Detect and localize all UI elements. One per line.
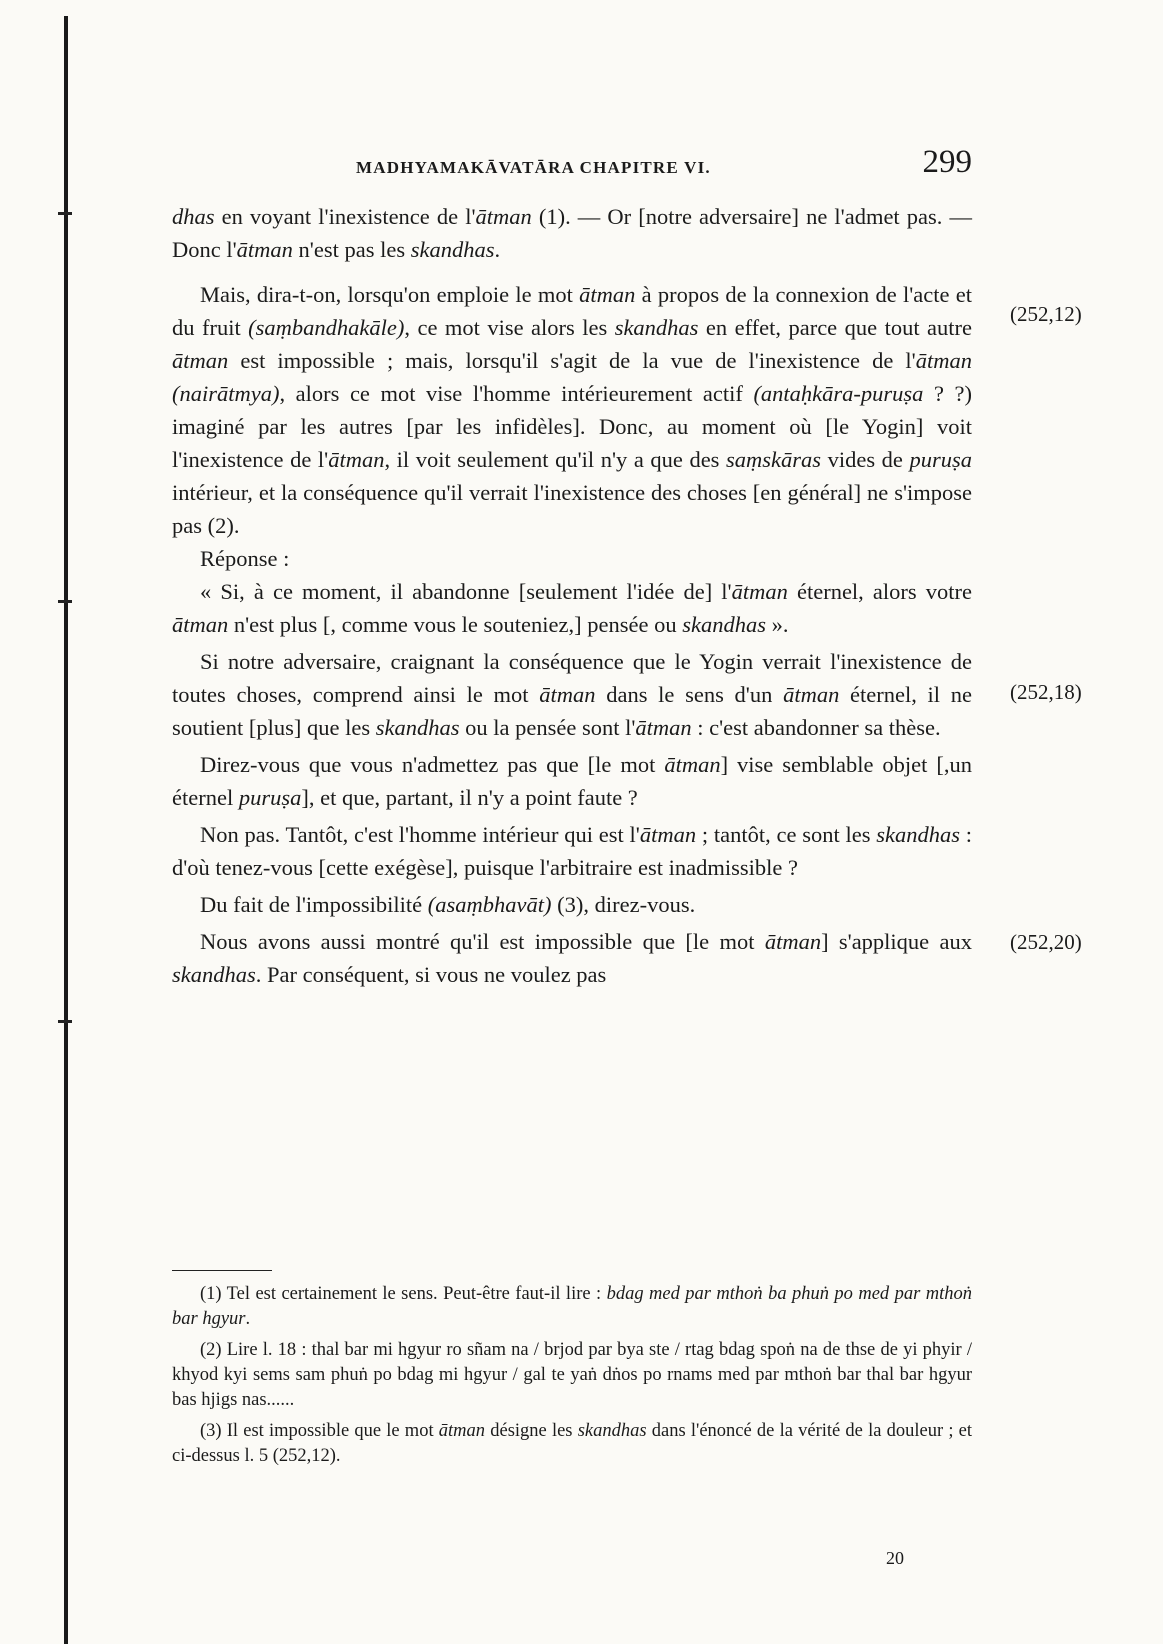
text-span: . Par conséquent, si vous ne voulez pas [255,962,607,987]
text-span: Mais, dira-t-on, lorsqu'on emploie le mot [200,282,580,307]
text-span: Non pas. Tantôt, c'est l'homme intérieur qui est l' [200,822,640,847]
text-span: (3), direz-vous. [551,892,696,917]
term: ātman [172,612,229,637]
text-span: dans le sens d'un [595,682,784,707]
term: skandhas [876,822,960,847]
term: skandhas [172,962,256,987]
text-span: (1) Tel est certainement le sens. Peut-être faut-il lire : [200,1284,607,1304]
term: skandhas [614,315,699,340]
paragraph-9 [172,925,972,991]
text-span: . [245,1309,251,1329]
text-span: (1). — Or [notre adversaire] ne l'admet pas. — Donc l' [172,204,972,262]
signature-mark: 20 [886,1548,904,1568]
text-span: , ce mot vise alors les [404,315,615,340]
text-span: « Si, à ce moment, il abandonne [seulement l'idée de] l' [200,579,732,604]
paragraph-2 [172,278,972,542]
paragraph-8 [172,888,972,921]
term: saṃskāras [726,447,822,472]
term: skandhas [410,237,495,262]
paragraph-5 [172,645,972,744]
term: skandhas [577,1421,647,1441]
paragraph-6 [172,748,972,814]
text-span: ; tantôt, ce sont les [696,822,877,847]
running-title: MADHYAMAKĀVATĀRA CHAPITRE VI. [356,158,711,177]
term: ātman [731,579,788,604]
footnotes [172,1282,972,1475]
term: ātman [475,204,532,229]
body-text [172,200,972,991]
term: ātman [664,752,721,777]
term: ātman [328,447,385,472]
text-span: est impossible ; mais, lorsqu'il s'agit de la vue de l'inexistence de l' [228,348,916,373]
text-span: éternel, alors votre [787,579,973,604]
term: skandhas [375,715,460,740]
term: (antaḥkāra-puruṣa [753,381,924,406]
binding-mark [58,1020,72,1023]
term: ātman [539,682,596,707]
paragraph-7 [172,818,972,884]
paragraph-4 [172,575,972,641]
term: ātman [783,682,840,707]
term: ātman [764,929,822,954]
text-span: intérieur, et la conséquence qu'il verrait l'inexistence des choses [en général] ne s'impose pas (2). [172,480,972,538]
term: (asaṃbhavāt) [427,892,552,917]
text-span: . [494,237,501,262]
text-span: (3) Il est impossible que le mot [200,1421,439,1441]
term: puruṣa [238,785,302,810]
text-span: Réponse : [200,546,290,571]
text-span: (2) Lire l. 18 : thal bar mi hgyur ro sñam na / brjod par bya ste / rtag bdag spoṅ na de thse de yi phyir / khyod kyi sems sam phuṅ po bdag mi hgyur / gal te yaṅ dṅos po rnams med par mthoṅ bar thal bar hgyur bas hjigs nas...... [172,1340,972,1410]
text-span: ? ?) imaginé par les autres [par les infidèles]. Donc, au moment où [le Yogin] voit l'inexistence de l' [172,381,973,472]
term: skandhas [682,612,766,637]
text-span: ] s'applique aux [821,929,972,954]
footnote-separator [172,1270,272,1271]
text-span: ], et que, partant, il n'y a point faute ? [301,785,638,810]
text-span: : d'où tenez-vous [cette exégèse], puisque l'arbitraire est inadmissible ? [172,822,973,880]
term: ātman [438,1421,486,1441]
term: dhas [172,204,215,229]
text-span: Nous avons aussi montré qu'il est impossible que [le mot [200,929,765,954]
text-span: Direz-vous que vous n'admettez pas que [le mot [200,752,665,777]
text-span: Du fait de l'impossibilité [200,892,428,917]
binding-edge [64,16,68,1644]
term: ātman [236,237,293,262]
margin-reference: (252,18) [1010,680,1082,704]
text-span: : c'est abandonner sa thèse. [691,715,941,740]
term: ātman [172,348,229,373]
paragraph-3 [172,542,972,575]
margin-reference: (252,20) [1010,930,1082,954]
term: ātman [639,822,697,847]
footnote-3 [172,1419,972,1469]
term: bdag med par mthoṅ ba phuṅ po med par mthoṅ bar hgyur [172,1284,972,1329]
text-span: , alors ce mot vise l'homme intérieurement actif [279,381,754,406]
text-span: ou la pensée sont l' [459,715,636,740]
term: ātman [915,348,972,373]
text-span: en voyant l'inexistence de l' [214,204,476,229]
text-span: dans l'énoncé de la vérité de la douleur ; et ci-dessus l. 5 (252,12). [172,1421,973,1466]
text-span: en effet, parce que tout autre [698,315,972,340]
margin-reference: (252,12) [1010,302,1082,326]
binding-mark [58,212,72,215]
term: puruṣa [909,447,972,472]
page-header [172,144,972,188]
text-span: ». [765,612,789,637]
text-span: n'est plus [, comme vous le souteniez,] pensée ou [228,612,683,637]
text-span: n'est pas les [292,237,411,262]
text-span: vides de [821,447,910,472]
page-number: 299 [922,144,972,180]
footnote-2 [172,1338,972,1413]
term: ātman [579,282,636,307]
term: (saṃbandhakāle) [248,315,405,340]
term: ātman [635,715,692,740]
text-span: Si notre adversaire, craignant la conséquence que le Yogin verrait l'inexistence de toutes choses, comprend ainsi le mot [172,649,972,707]
text-span: désigne les [485,1421,578,1441]
binding-mark [58,600,72,603]
text-span: éternel, il ne soutient [plus] que les [172,682,972,740]
text-span: ] vise semblable objet [,un éternel [172,752,972,810]
footnote-1 [172,1282,972,1332]
text-span: , il voit seulement qu'il n'y a que des [384,447,727,472]
term: (nairātmya) [172,381,280,406]
text-span: à propos de la connexion de l'acte et du fruit [172,282,972,340]
paragraph-1 [172,200,972,266]
